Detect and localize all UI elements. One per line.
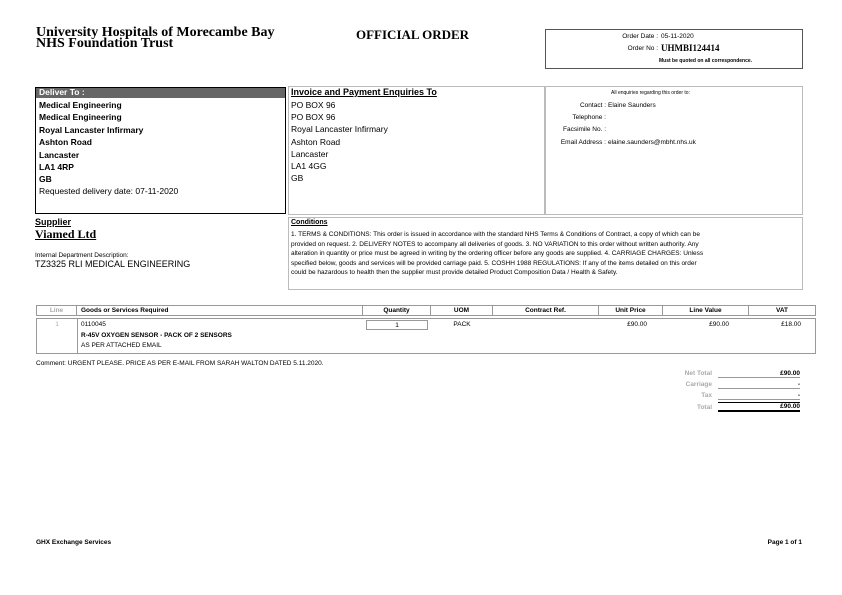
conditions-box xyxy=(288,217,803,290)
department-description: TZ3325 RLI MEDICAL ENGINEERING xyxy=(35,259,191,269)
invoice-line: Royal Lancaster Infirmary xyxy=(291,124,388,135)
column-divider xyxy=(77,319,78,353)
line-items-header xyxy=(36,305,816,316)
deliver-to-line: Ashton Road xyxy=(39,137,92,148)
net-total-label: Net Total xyxy=(684,370,712,377)
invoice-line: Lancaster xyxy=(291,148,329,159)
col-goods: Goods or Services Required xyxy=(77,306,363,315)
deliver-to-line: Medical Engineering xyxy=(39,112,122,123)
col-line: Line xyxy=(37,306,77,315)
supplier-section xyxy=(35,217,285,269)
invoice-line: GB xyxy=(291,173,304,184)
invoice-line: PO BOX 96 xyxy=(291,100,336,110)
conditions-line: specified below, goods and services will be provided carriage paid. 5. COSHH 1988 REGULATIONS: If any of the items detailed on this order xyxy=(291,259,697,267)
col-quantity: Quantity xyxy=(363,306,431,315)
deliver-to-line: GB xyxy=(39,174,52,185)
conditions-line: alteration in quantity or price must be agreed in writing by the ordering officer before any goods are supplied. 4. CARRIAGE CHARGES: Unless xyxy=(291,250,704,258)
deliver-to-address xyxy=(39,99,143,186)
email-value: elaine.saunders@mbht.nhs.uk xyxy=(608,139,696,146)
col-vat: VAT xyxy=(775,307,789,314)
invoice-heading: Invoice and Payment Enquiries To xyxy=(291,87,437,97)
fax-label: Facsimile No. : xyxy=(563,126,606,133)
requested-delivery-date: 07-11-2020 xyxy=(135,186,179,196)
deliver-to-box xyxy=(35,87,286,214)
conditions-line: 1. TERMS & CONDITIONS: This order is issued in accordance with the standard NHS Terms & Conditions of Contract, a copy of which can be xyxy=(291,231,700,238)
deliver-to-line: LA1 4RP xyxy=(39,162,74,173)
email-label: Email Address : xyxy=(560,139,606,146)
invoice-line: Ashton Road xyxy=(291,136,341,147)
conditions-text xyxy=(291,230,703,278)
order-info-box xyxy=(545,29,803,69)
row-description: R-45V OXYGEN SENSOR - PACK OF 2 SENSORS xyxy=(81,332,232,339)
deliver-to-line: Medical Engineering xyxy=(39,100,122,110)
conditions-line: provided on request. 2. DELIVERY NOTES to accompany all deliveries of goods. 3. NO VARIATION to this order without written authority. Any xyxy=(291,240,699,248)
org-line-1: University Hospitals of Morecambe Bay xyxy=(36,25,275,40)
document-title: OFFICIAL ORDER xyxy=(356,27,470,42)
page-number: Page 1 of 1 xyxy=(767,539,802,546)
conditions-line: could be hazardous to health then the supplier must provide detailed Product Composition Data / Health & Safety. xyxy=(291,269,618,277)
deliver-to-heading: Deliver To : xyxy=(39,87,85,97)
row-line-value: £90.00 xyxy=(709,321,729,328)
supplier-heading: Supplier xyxy=(35,217,72,227)
tax-label: Tax xyxy=(701,392,712,399)
row-description-note: AS PER ATTACHED EMAIL xyxy=(81,342,162,349)
invoice-line: PO BOX 96 xyxy=(291,112,336,123)
supplier-name: Viamed Ltd xyxy=(35,227,97,241)
contact-label: Contact : xyxy=(579,102,606,109)
footer-service: GHX Exchange Services xyxy=(36,539,112,546)
order-comment: Comment: URGENT PLEASE. PRICE AS PER E-MAIL FROM SARAH WALTON DATED 5.11.2020. xyxy=(36,360,324,367)
tax-value: - xyxy=(718,392,800,400)
net-total-value: £90.00 xyxy=(718,370,800,378)
total-label: Total xyxy=(696,404,712,411)
order-date-label: Order Date : xyxy=(622,33,658,40)
conditions-heading: Conditions xyxy=(291,219,328,226)
row-uom: PACK xyxy=(453,321,471,328)
row-item-code: 0110045 xyxy=(81,321,106,328)
order-number: UHMBI124414 xyxy=(661,43,720,53)
org-line-2: NHS Foundation Trust xyxy=(36,36,174,51)
carriage-value: - xyxy=(718,381,800,389)
deliver-to-line: Lancaster xyxy=(39,149,80,160)
table-row xyxy=(36,318,816,354)
row-quantity: 1 xyxy=(366,320,428,330)
invoice-address xyxy=(291,99,388,184)
contact-name: Elaine Saunders xyxy=(608,102,656,109)
invoice-box xyxy=(288,86,545,215)
col-contract: Contract Ref. xyxy=(493,306,599,315)
row-unit-price: £90.00 xyxy=(627,321,647,328)
organisation-name xyxy=(36,27,275,49)
telephone-label: Telephone : xyxy=(572,114,606,121)
order-date: 05-11-2020 xyxy=(661,33,694,40)
col-unit-price: Unit Price xyxy=(599,306,663,315)
order-no-label: Order No : xyxy=(627,45,658,52)
invoice-line: LA1 4GG xyxy=(291,161,327,172)
department-label: Internal Department Description: xyxy=(35,252,129,259)
enquiries-heading: All enquiries regarding this order to: xyxy=(611,90,690,96)
total-value: £90.00 xyxy=(718,402,800,412)
requested-delivery-label: Requested delivery date: xyxy=(39,186,134,196)
col-line-value: Line Value xyxy=(663,306,749,315)
row-vat: £18.00 xyxy=(781,321,801,328)
row-line-number: 1 xyxy=(55,321,59,328)
deliver-to-line: Royal Lancaster Infirmary xyxy=(39,124,144,135)
enquiries-box xyxy=(545,86,803,215)
col-uom: UOM xyxy=(431,306,493,315)
quote-note: Must be quoted on all correspondence. xyxy=(659,58,753,64)
requested-delivery xyxy=(39,186,178,196)
carriage-label: Carriage xyxy=(685,381,712,388)
